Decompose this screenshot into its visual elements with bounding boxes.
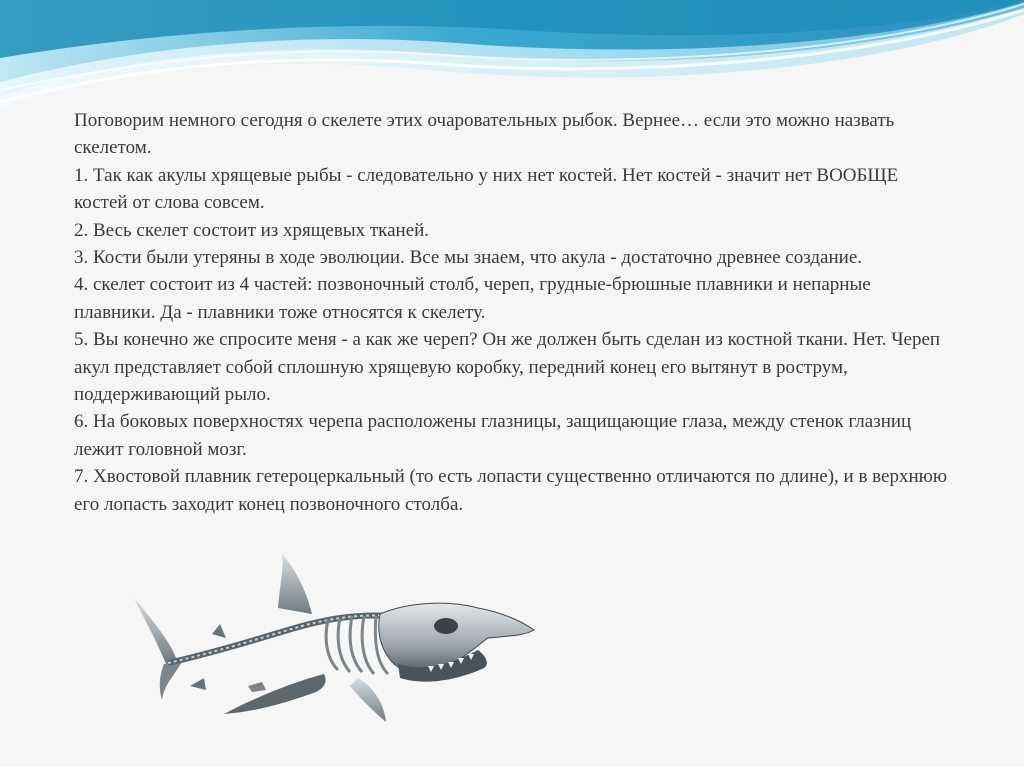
shark-skeleton-illustration	[128, 546, 548, 736]
paragraph-1: 1. Так как акулы хрящевые рыбы - следовательно у них нет костей. Нет костей - значит нет ВООБЩЕ костей от слова совсем.	[74, 164, 899, 214]
paragraph-4: 4. скелет состоит из 4 частей: позвоночный столб, череп, грудные-брюшные плавники и непарные плавники. Да - плавники тоже относятся к скелету.	[74, 274, 871, 323]
paragraph-2: 2. Весь скелет состоит из хрящевых тканей.	[74, 219, 430, 241]
wave-header-decoration	[0, 0, 1024, 120]
tail-fin-lower	[160, 662, 182, 700]
slide-body-text	[74, 107, 954, 518]
paragraph-6: 6. На боковых поверхностях черепа расположены глазницы, защищающие глаза, между стенок глазниц лежит головной мозг.	[74, 411, 912, 460]
paragraph-intro: Поговорим немного сегодня о скелете этих очаровательных рыбок. Вернее… если это можно назвать скелетом.	[74, 110, 895, 159]
paragraph-5: 5. Вы конечно же спросите меня - а как же череп? Он же должен быть сделан из костной ткани. Нет. Череп акул представляет собой сплошную хрящевую коробку, передний конец его вытянут в рострум, поддерживающий рыло.	[74, 329, 941, 406]
pectoral-fin	[350, 678, 386, 722]
paragraph-3: 3. Кости были утеряны в ходе эволюции. Все мы знаем, что акула - достаточно древнее создание.	[74, 247, 863, 269]
paragraph-7: 7. Хвостовой плавник гетероцеркальный (то есть лопасти существенно отличаются по длине), и в верхнюю его лопасть заходит конец позвоночного столба.	[74, 466, 948, 515]
spine	[168, 616, 390, 663]
dorsal-fin	[278, 554, 312, 614]
pelvic-fin	[224, 674, 326, 714]
tail-fin-upper	[134, 598, 178, 664]
